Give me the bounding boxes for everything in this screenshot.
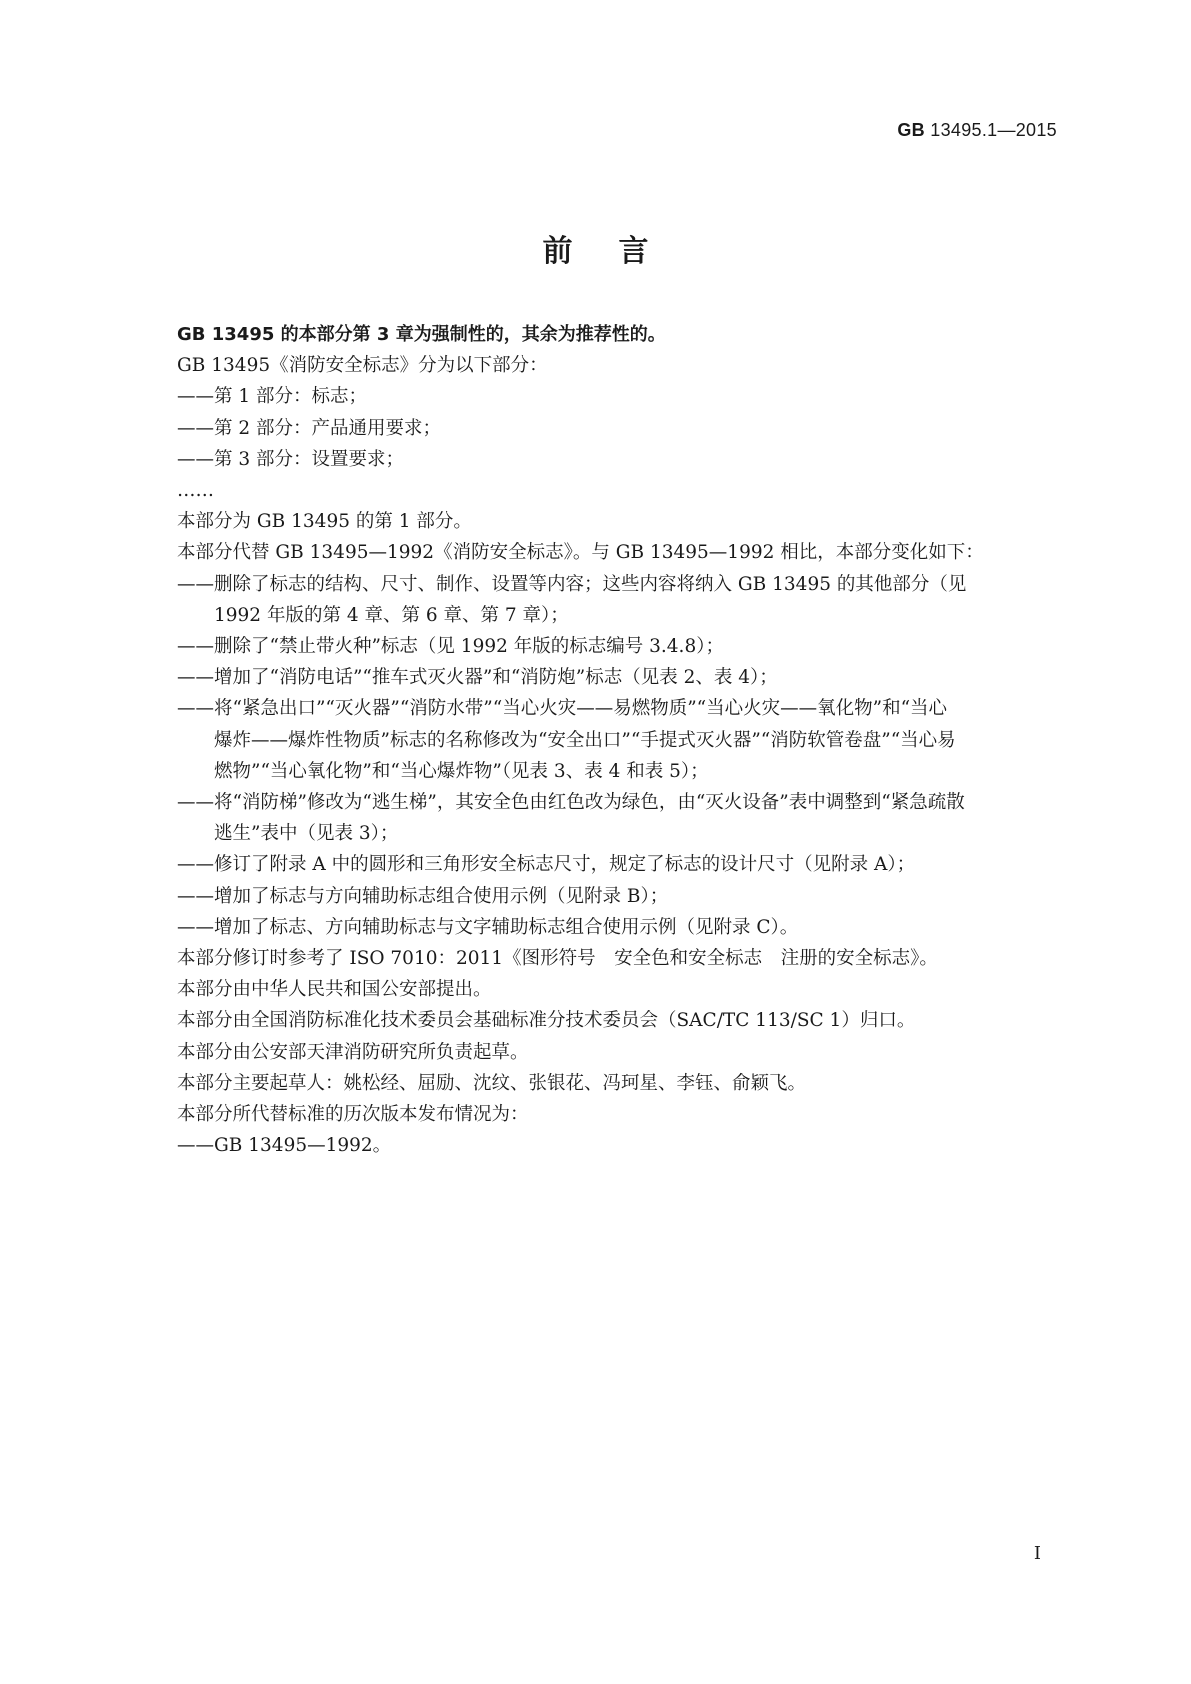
change-item: ——将“消防梯”修改为“逃生梯”，其安全色由红色改为绿色，由“灭火设备”表中调整到“紧急疏散	[177, 792, 965, 814]
change-item: ——修订了附录 A 中的圆形和三角形安全标志尺寸，规定了标志的设计尺寸（见附录 A）；	[177, 854, 916, 876]
change-item: ——增加了标志、方向辅助标志与文字辅助标志组合使用示例（见附录 C）。	[177, 916, 799, 938]
mandatory-statement: GB 13495 的本部分第 3 章为强制性的，其余为推荐性的。	[177, 324, 666, 345]
list-item: ——第 3 部分：设置要求；	[177, 448, 405, 470]
standard-code: 13495.1—2015	[930, 120, 1057, 140]
paragraph: 本部分代替 GB 13495—1992《消防安全标志》。与 GB 13495—1992 相比，本部分变化如下：	[177, 542, 984, 564]
change-item-continuation: 燃物”“当心氧化物”和“当心爆炸物”（见表 3、表 4 和表 5）；	[214, 760, 709, 782]
change-item: ——删除了“禁止带火种”标志（见 1992 年版的标志编号 3.4.8）；	[177, 636, 724, 658]
ellipsis: ……	[177, 480, 214, 502]
paragraph: 本部分由公安部天津消防研究所负责起草。	[177, 1041, 529, 1063]
change-item-continuation: 1992 年版的第 4 章、第 6 章、第 7 章）；	[214, 604, 569, 626]
list-item: ——第 2 部分：产品通用要求；	[177, 417, 442, 439]
paragraph: 本部分由全国消防标准化技术委员会基础标准分技术委员会（SAC/TC 113/SC 1）归口。	[177, 1010, 916, 1032]
standard-number	[897, 120, 1057, 141]
paragraph: 本部分由中华人民共和国公安部提出。	[177, 979, 492, 1001]
foreword-body	[177, 319, 1057, 1161]
paragraph: 本部分修订时参考了 ISO 7010：2011《图形符号 安全色和安全标志 注册的安全标志》。	[177, 948, 938, 970]
paragraph: GB 13495《消防安全标志》分为以下部分：	[177, 355, 548, 377]
paragraph: 本部分为 GB 13495 的第 1 部分。	[177, 511, 472, 533]
change-item: ——删除了标志的结构、尺寸、制作、设置等内容；这些内容将纳入 GB 13495 的其他部分（见	[177, 573, 967, 595]
list-item: ——GB 13495—1992。	[177, 1135, 392, 1157]
page-number: I	[1033, 1543, 1041, 1564]
paragraph: 本部分所代替标准的历次版本发布情况为：	[177, 1104, 529, 1126]
list-item: ——第 1 部分：标志；	[177, 386, 368, 408]
paragraph: 本部分主要起草人：姚松经、屈励、沈纹、张银花、冯珂星、李钰、俞颖飞。	[177, 1072, 807, 1094]
change-item-continuation: 逃生”表中（见表 3）；	[214, 823, 399, 845]
change-item: ——增加了“消防电话”“推车式灭火器”和“消防炮”标志（见表 2、表 4）；	[177, 667, 778, 689]
change-item-continuation: 爆炸——爆炸性物质”标志的名称修改为“安全出口”“手提式灭火器”“消防软管卷盘”“当心易	[214, 729, 956, 751]
change-item: ——增加了标志与方向辅助标志组合使用示例（见附录 B）；	[177, 885, 669, 907]
standard-prefix: GB	[897, 120, 925, 140]
change-item: ——将“紧急出口”“灭火器”“消防水带”“当心火灾——易燃物质”“当心火灾——氧化物”和“当心	[177, 698, 948, 720]
page-title: 前言	[542, 234, 695, 269]
